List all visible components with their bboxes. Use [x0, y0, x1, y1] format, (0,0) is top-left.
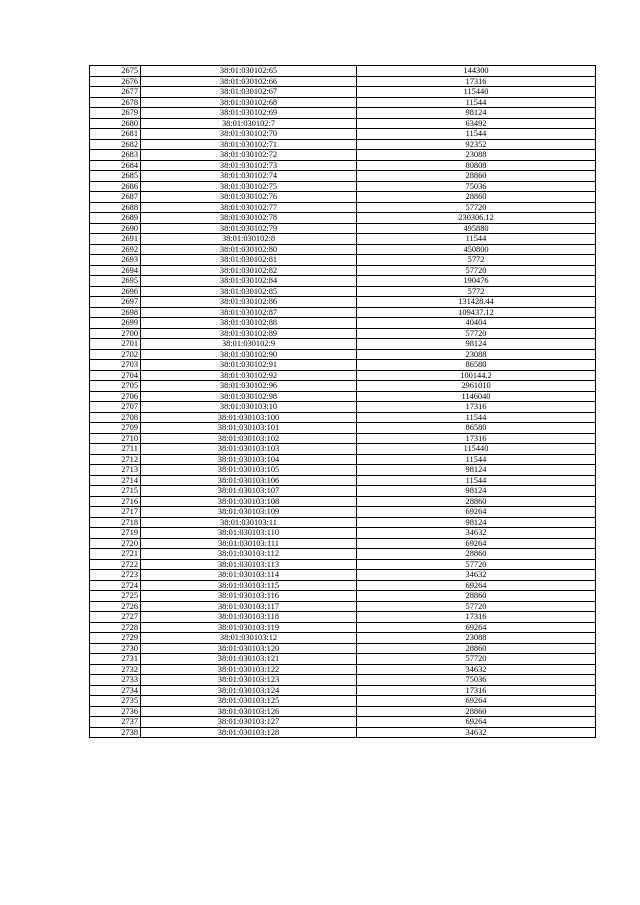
cadastral-value-cell: 23088	[357, 633, 596, 644]
table-row	[90, 391, 596, 402]
table-row	[90, 108, 596, 119]
cadastral-number-cell: 38:01:030102:98	[141, 391, 357, 402]
cadastral-number-cell: 38:01:030102:84	[141, 276, 357, 287]
table-row	[90, 486, 596, 497]
cadastral-number-cell: 38:01:030103:101	[141, 423, 357, 434]
table-row	[90, 643, 596, 654]
row-number-cell: 2676	[90, 76, 141, 87]
table-row	[90, 139, 596, 150]
cadastral-value-cell: 115440	[357, 87, 596, 98]
row-number-cell: 2718	[90, 517, 141, 528]
cadastral-value-cell: 17316	[357, 612, 596, 623]
table-row	[90, 66, 596, 77]
row-number-cell: 2729	[90, 633, 141, 644]
row-number-cell: 2693	[90, 255, 141, 266]
cadastral-value-cell: 34632	[357, 528, 596, 539]
cadastral-value-cell: 2961010	[357, 381, 596, 392]
row-number-cell: 2691	[90, 234, 141, 245]
table-row	[90, 160, 596, 171]
table-row	[90, 286, 596, 297]
cadastral-value-cell: 98124	[357, 517, 596, 528]
cadastral-number-cell: 38:01:030102:80	[141, 244, 357, 255]
table-row	[90, 664, 596, 675]
table-row	[90, 622, 596, 633]
cadastral-value-cell: 11544	[357, 129, 596, 140]
row-number-cell: 2730	[90, 643, 141, 654]
row-number-cell: 2732	[90, 664, 141, 675]
row-number-cell: 2700	[90, 328, 141, 339]
table-row	[90, 591, 596, 602]
table-row	[90, 696, 596, 707]
cadastral-value-cell: 63492	[357, 118, 596, 129]
cadastral-value-cell: 28860	[357, 591, 596, 602]
table-row	[90, 580, 596, 591]
row-number-cell: 2703	[90, 360, 141, 371]
table-row	[90, 181, 596, 192]
cadastral-number-cell: 38:01:030103:11	[141, 517, 357, 528]
cadastral-value-cell: 75036	[357, 181, 596, 192]
row-number-cell: 2722	[90, 559, 141, 570]
cadastral-number-cell: 38:01:030102:82	[141, 265, 357, 276]
table-row	[90, 265, 596, 276]
row-number-cell: 2695	[90, 276, 141, 287]
table-row	[90, 202, 596, 213]
table-row	[90, 87, 596, 98]
cadastral-number-cell: 38:01:030102:72	[141, 150, 357, 161]
row-number-cell: 2706	[90, 391, 141, 402]
table-row	[90, 412, 596, 423]
row-number-cell: 2705	[90, 381, 141, 392]
table-row	[90, 727, 596, 738]
cadastral-number-cell: 38:01:030103:102	[141, 433, 357, 444]
cadastral-value-cell: 92352	[357, 139, 596, 150]
cadastral-value-cell: 230306.12	[357, 213, 596, 224]
table-row	[90, 76, 596, 87]
cadastral-number-cell: 38:01:030102:71	[141, 139, 357, 150]
cadastral-number-cell: 38:01:030102:89	[141, 328, 357, 339]
cadastral-number-cell: 38:01:030103:124	[141, 685, 357, 696]
row-number-cell: 2692	[90, 244, 141, 255]
cadastral-number-cell: 38:01:030103:120	[141, 643, 357, 654]
cadastral-value-cell: 11544	[357, 475, 596, 486]
cadastral-number-cell: 38:01:030102:85	[141, 286, 357, 297]
cadastral-value-cell: 69264	[357, 580, 596, 591]
cadastral-value-cell: 495880	[357, 223, 596, 234]
cadastral-value-cell: 28860	[357, 549, 596, 560]
row-number-cell: 2734	[90, 685, 141, 696]
table-row	[90, 612, 596, 623]
row-number-cell: 2728	[90, 622, 141, 633]
row-number-cell: 2679	[90, 108, 141, 119]
cadastral-number-cell: 38:01:030102:78	[141, 213, 357, 224]
table-row	[90, 360, 596, 371]
row-number-cell: 2680	[90, 118, 141, 129]
cadastral-value-cell: 28860	[357, 706, 596, 717]
cadastral-number-cell: 38:01:030102:96	[141, 381, 357, 392]
row-number-cell: 2725	[90, 591, 141, 602]
table-row	[90, 370, 596, 381]
cadastral-number-cell: 38:01:030102:81	[141, 255, 357, 266]
cadastral-number-cell: 38:01:030103:119	[141, 622, 357, 633]
row-number-cell: 2721	[90, 549, 141, 560]
cadastral-value-cell: 34632	[357, 570, 596, 581]
row-number-cell: 2701	[90, 339, 141, 350]
table-row	[90, 339, 596, 350]
table-row	[90, 328, 596, 339]
table-row	[90, 318, 596, 329]
cadastral-number-cell: 38:01:030103:10	[141, 402, 357, 413]
row-number-cell: 2726	[90, 601, 141, 612]
cadastral-number-cell: 38:01:030103:122	[141, 664, 357, 675]
row-number-cell: 2727	[90, 612, 141, 623]
cadastral-value-cell: 11544	[357, 97, 596, 108]
cadastral-number-cell: 38:01:030102:67	[141, 87, 357, 98]
cadastral-number-cell: 38:01:030102:66	[141, 76, 357, 87]
cadastral-number-cell: 38:01:030102:7	[141, 118, 357, 129]
cadastral-number-cell: 38:01:030102:65	[141, 66, 357, 77]
table-row	[90, 234, 596, 245]
cadastral-number-cell: 38:01:030102:70	[141, 129, 357, 140]
cadastral-number-cell: 38:01:030103:116	[141, 591, 357, 602]
cadastral-value-cell: 144300	[357, 66, 596, 77]
cadastral-number-cell: 38:01:030103:112	[141, 549, 357, 560]
row-number-cell: 2686	[90, 181, 141, 192]
row-number-cell: 2696	[90, 286, 141, 297]
row-number-cell: 2737	[90, 717, 141, 728]
cadastral-value-cell: 86580	[357, 360, 596, 371]
row-number-cell: 2724	[90, 580, 141, 591]
row-number-cell: 2707	[90, 402, 141, 413]
table-row	[90, 244, 596, 255]
cadastral-number-cell: 38:01:030103:114	[141, 570, 357, 581]
cadastral-value-cell: 17316	[357, 402, 596, 413]
row-number-cell: 2702	[90, 349, 141, 360]
row-number-cell: 2677	[90, 87, 141, 98]
cadastral-number-cell: 38:01:030102:9	[141, 339, 357, 350]
table-row	[90, 307, 596, 318]
table-row	[90, 381, 596, 392]
cadastral-number-cell: 38:01:030103:113	[141, 559, 357, 570]
cadastral-number-cell: 38:01:030102:68	[141, 97, 357, 108]
cadastral-value-cell: 100144.2	[357, 370, 596, 381]
cadastral-value-cell: 57720	[357, 601, 596, 612]
row-number-cell: 2675	[90, 66, 141, 77]
row-number-cell: 2717	[90, 507, 141, 518]
cadastral-number-cell: 38:01:030103:126	[141, 706, 357, 717]
row-number-cell: 2694	[90, 265, 141, 276]
cadastral-number-cell: 38:01:030102:8	[141, 234, 357, 245]
cadastral-value-cell: 57720	[357, 654, 596, 665]
row-number-cell: 2712	[90, 454, 141, 465]
cadastral-value-cell: 69264	[357, 538, 596, 549]
cadastral-value-cell: 5772	[357, 255, 596, 266]
table-row	[90, 549, 596, 560]
table-row	[90, 654, 596, 665]
cadastral-value-cell: 98124	[357, 465, 596, 476]
cadastral-value-cell: 69264	[357, 622, 596, 633]
table-row	[90, 675, 596, 686]
cadastral-value-cell: 23088	[357, 349, 596, 360]
cadastral-value-cell: 11544	[357, 234, 596, 245]
row-number-cell: 2711	[90, 444, 141, 455]
table-row	[90, 633, 596, 644]
table-row	[90, 517, 596, 528]
cadastral-value-table	[89, 65, 596, 738]
row-number-cell: 2685	[90, 171, 141, 182]
table-row	[90, 559, 596, 570]
cadastral-number-cell: 38:01:030103:118	[141, 612, 357, 623]
cadastral-value-cell: 131428.44	[357, 297, 596, 308]
row-number-cell: 2682	[90, 139, 141, 150]
table-row	[90, 465, 596, 476]
cadastral-number-cell: 38:01:030102:88	[141, 318, 357, 329]
cadastral-number-cell: 38:01:030102:74	[141, 171, 357, 182]
table-row	[90, 129, 596, 140]
table-row	[90, 706, 596, 717]
table-row	[90, 97, 596, 108]
cadastral-value-cell: 115440	[357, 444, 596, 455]
table-row	[90, 433, 596, 444]
cadastral-number-cell: 38:01:030103:110	[141, 528, 357, 539]
row-number-cell: 2688	[90, 202, 141, 213]
row-number-cell: 2733	[90, 675, 141, 686]
cadastral-number-cell: 38:01:030102:79	[141, 223, 357, 234]
row-number-cell: 2681	[90, 129, 141, 140]
cadastral-value-cell: 98124	[357, 108, 596, 119]
row-number-cell: 2689	[90, 213, 141, 224]
row-number-cell: 2723	[90, 570, 141, 581]
row-number-cell: 2710	[90, 433, 141, 444]
cadastral-value-cell: 69264	[357, 717, 596, 728]
row-number-cell: 2699	[90, 318, 141, 329]
cadastral-number-cell: 38:01:030103:115	[141, 580, 357, 591]
cadastral-value-cell: 11544	[357, 454, 596, 465]
cadastral-value-cell: 28860	[357, 171, 596, 182]
table-row	[90, 496, 596, 507]
cadastral-number-cell: 38:01:030103:125	[141, 696, 357, 707]
row-number-cell: 2704	[90, 370, 141, 381]
cadastral-number-cell: 38:01:030102:76	[141, 192, 357, 203]
cadastral-number-cell: 38:01:030102:86	[141, 297, 357, 308]
row-number-cell: 2687	[90, 192, 141, 203]
table-row	[90, 685, 596, 696]
cadastral-number-cell: 38:01:030103:108	[141, 496, 357, 507]
cadastral-value-cell: 57720	[357, 265, 596, 276]
cadastral-value-cell: 5772	[357, 286, 596, 297]
row-number-cell: 2720	[90, 538, 141, 549]
cadastral-value-cell: 109437.12	[357, 307, 596, 318]
cadastral-number-cell: 38:01:030103:100	[141, 412, 357, 423]
cadastral-number-cell: 38:01:030102:92	[141, 370, 357, 381]
table-row	[90, 475, 596, 486]
cadastral-value-cell: 34632	[357, 727, 596, 738]
cadastral-number-cell: 38:01:030103:121	[141, 654, 357, 665]
cadastral-number-cell: 38:01:030102:75	[141, 181, 357, 192]
cadastral-number-cell: 38:01:030102:77	[141, 202, 357, 213]
row-number-cell: 2719	[90, 528, 141, 539]
cadastral-value-cell: 1146040	[357, 391, 596, 402]
cadastral-number-cell: 38:01:030102:87	[141, 307, 357, 318]
cadastral-value-cell: 86580	[357, 423, 596, 434]
cadastral-number-cell: 38:01:030103:105	[141, 465, 357, 476]
row-number-cell: 2714	[90, 475, 141, 486]
table-row	[90, 192, 596, 203]
row-number-cell: 2683	[90, 150, 141, 161]
cadastral-number-cell: 38:01:030103:111	[141, 538, 357, 549]
row-number-cell: 2738	[90, 727, 141, 738]
cadastral-value-cell: 450800	[357, 244, 596, 255]
table-row	[90, 171, 596, 182]
cadastral-value-cell: 11544	[357, 412, 596, 423]
cadastral-number-cell: 38:01:030103:103	[141, 444, 357, 455]
cadastral-number-cell: 38:01:030102:69	[141, 108, 357, 119]
table-row	[90, 255, 596, 266]
row-number-cell: 2708	[90, 412, 141, 423]
cadastral-value-cell: 98124	[357, 486, 596, 497]
row-number-cell: 2736	[90, 706, 141, 717]
table-row	[90, 454, 596, 465]
cadastral-number-cell: 38:01:030103:127	[141, 717, 357, 728]
cadastral-value-cell: 69264	[357, 507, 596, 518]
cadastral-value-cell: 17316	[357, 433, 596, 444]
table-row	[90, 538, 596, 549]
cadastral-value-cell: 190476	[357, 276, 596, 287]
table-body	[90, 66, 596, 738]
row-number-cell: 2735	[90, 696, 141, 707]
cadastral-value-cell: 17316	[357, 685, 596, 696]
cadastral-number-cell: 38:01:030103:104	[141, 454, 357, 465]
cadastral-number-cell: 38:01:030102:73	[141, 160, 357, 171]
table-row	[90, 601, 596, 612]
table-row	[90, 423, 596, 434]
table-row	[90, 528, 596, 539]
table-row	[90, 349, 596, 360]
table-row	[90, 150, 596, 161]
table-row	[90, 223, 596, 234]
cadastral-value-cell: 75036	[357, 675, 596, 686]
cadastral-value-cell: 23088	[357, 150, 596, 161]
row-number-cell: 2684	[90, 160, 141, 171]
row-number-cell: 2713	[90, 465, 141, 476]
cadastral-value-cell: 17316	[357, 76, 596, 87]
table-row	[90, 118, 596, 129]
row-number-cell: 2698	[90, 307, 141, 318]
row-number-cell: 2709	[90, 423, 141, 434]
table-row	[90, 276, 596, 287]
cadastral-number-cell: 38:01:030103:117	[141, 601, 357, 612]
cadastral-number-cell: 38:01:030103:12	[141, 633, 357, 644]
cadastral-value-cell: 80808	[357, 160, 596, 171]
table-row	[90, 213, 596, 224]
cadastral-value-cell: 57720	[357, 559, 596, 570]
cadastral-number-cell: 38:01:030103:106	[141, 475, 357, 486]
cadastral-number-cell: 38:01:030102:91	[141, 360, 357, 371]
cadastral-value-cell: 57720	[357, 328, 596, 339]
cadastral-number-cell: 38:01:030102:90	[141, 349, 357, 360]
cadastral-value-cell: 28860	[357, 496, 596, 507]
cadastral-value-cell: 28860	[357, 192, 596, 203]
row-number-cell: 2678	[90, 97, 141, 108]
table-row	[90, 570, 596, 581]
cadastral-value-cell: 34632	[357, 664, 596, 675]
cadastral-value-cell: 40404	[357, 318, 596, 329]
table-row	[90, 717, 596, 728]
row-number-cell: 2731	[90, 654, 141, 665]
table-row	[90, 444, 596, 455]
row-number-cell: 2697	[90, 297, 141, 308]
cadastral-value-cell: 28860	[357, 643, 596, 654]
cadastral-value-cell: 69264	[357, 696, 596, 707]
cadastral-number-cell: 38:01:030103:123	[141, 675, 357, 686]
row-number-cell: 2715	[90, 486, 141, 497]
cadastral-value-cell: 98124	[357, 339, 596, 350]
cadastral-number-cell: 38:01:030103:107	[141, 486, 357, 497]
row-number-cell: 2690	[90, 223, 141, 234]
table-row	[90, 402, 596, 413]
cadastral-number-cell: 38:01:030103:109	[141, 507, 357, 518]
row-number-cell: 2716	[90, 496, 141, 507]
cadastral-number-cell: 38:01:030103:128	[141, 727, 357, 738]
table-row	[90, 297, 596, 308]
cadastral-value-cell: 57720	[357, 202, 596, 213]
table-row	[90, 507, 596, 518]
